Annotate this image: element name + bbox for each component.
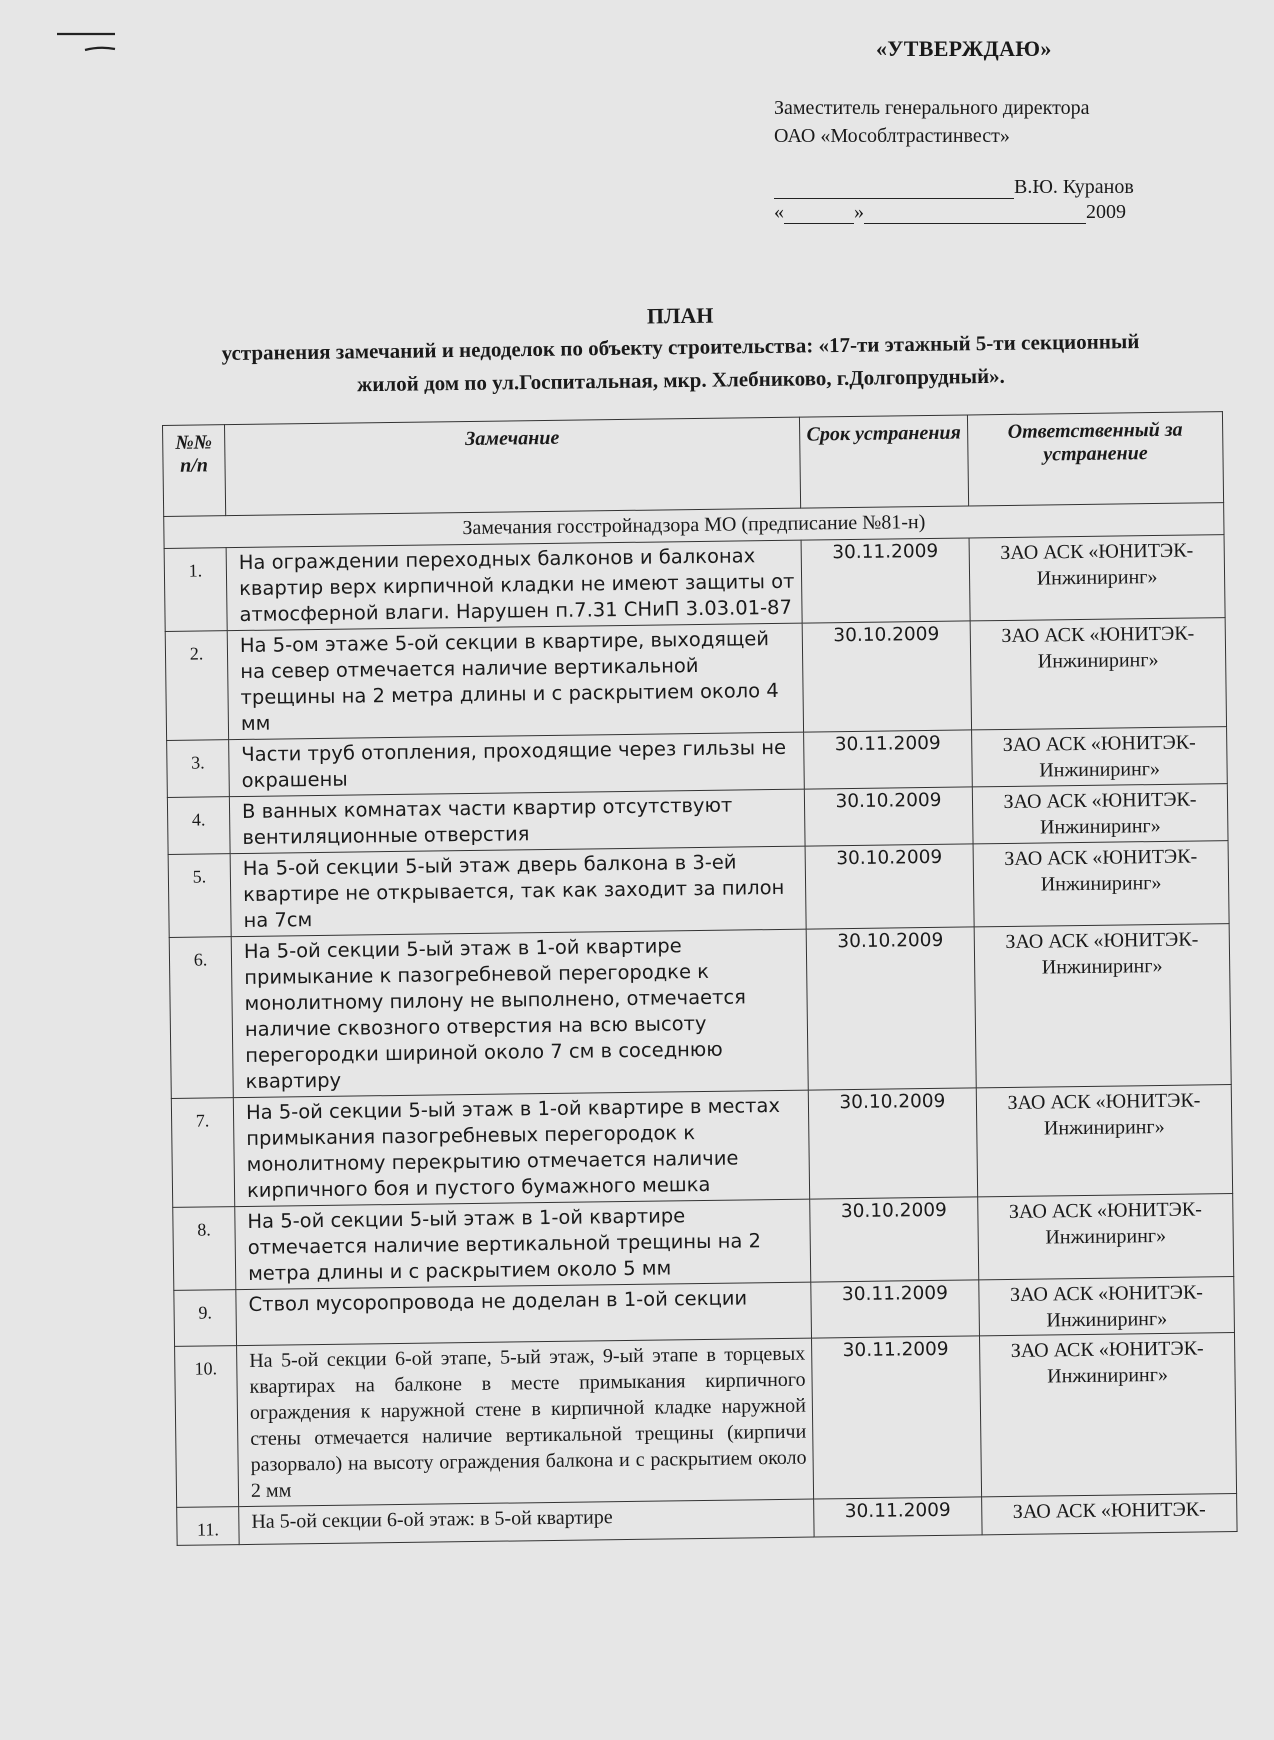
row-responsible: ЗАО АСК «ЮНИТЭК-Инжиниринг» <box>972 784 1228 844</box>
table-row <box>164 535 1225 632</box>
row-deadline: 30.10.2009 <box>805 844 974 929</box>
remarks-table-wrapper <box>162 411 1247 1546</box>
table-row <box>169 924 1231 1099</box>
date-quote-close: » <box>854 201 864 223</box>
row-deadline: 30.11.2009 <box>801 538 970 623</box>
plan-subtitle-line-1: устранения замечаний и недоделок по объекту строительства: «17-ти этажный 5-ти секционный <box>221 329 1140 366</box>
header-deadline: Срок устранения <box>799 415 968 508</box>
approval-organization: ОАО «Мособлтрастинвест» <box>774 125 1010 147</box>
plan-subtitle-line-2: жилой дом по ул.Госпитальная, мкр. Хлебниково, г.Долгопрудный». <box>356 363 1005 397</box>
row-number: 2. <box>165 631 228 741</box>
row-number: 3. <box>167 740 230 798</box>
row-responsible: ЗАО АСК «ЮНИТЭК-Инжиниринг» <box>978 1194 1234 1280</box>
row-responsible: ЗАО АСК «ЮНИТЭК-Инжиниринг» <box>979 1333 1236 1497</box>
row-responsible: ЗАО АСК «ЮНИТЭК-Инжиниринг» <box>969 535 1225 621</box>
row-responsible: ЗАО АСК «ЮНИТЭК-Инжиниринг» <box>973 841 1229 927</box>
header-remark: Замечание <box>225 417 801 516</box>
row-number: 7. <box>171 1098 234 1208</box>
approval-year: 2009 <box>1086 201 1126 223</box>
approval-block <box>774 36 1234 224</box>
remarks-table <box>162 411 1238 1546</box>
row-responsible: ЗАО АСК «ЮНИТЭК-Инжиниринг» <box>976 1085 1232 1197</box>
signature-row <box>774 176 1234 199</box>
signer-name: В.Ю. Куранов <box>1014 176 1134 198</box>
handwritten-mark <box>55 28 120 58</box>
row-number: 9. <box>174 1290 237 1347</box>
header-responsible: Ответственный за устранение <box>967 412 1223 506</box>
row-deadline: 30.11.2009 <box>812 1336 982 1499</box>
header-num: №№ п/п <box>163 425 226 517</box>
row-deadline: 30.11.2009 <box>811 1280 980 1338</box>
row-responsible: ЗАО АСК «ЮНИТЭК-Инжиниринг» <box>974 924 1231 1088</box>
table-row <box>168 841 1229 938</box>
row-remark: На 5-ой секции 5-ый этаж в 1-ой квартире примыкание к пазогребневой перегородке к монолитному пилону не выполнено, отмечается наличие сквозного отверстия на всю высоту перегородки шириной около 7 см в соседнюю квартиру <box>231 929 808 1098</box>
row-number: 1. <box>164 548 227 632</box>
row-remark: В ванных комнатах части квартир отсутствуют вентиляционные отверстия <box>229 789 805 854</box>
row-number: 10. <box>175 1346 239 1508</box>
plan-title-block <box>150 296 1211 402</box>
row-deadline: 30.10.2009 <box>804 787 973 846</box>
section-title: Замечания госстройнадзора МО (предписание №81-н) <box>164 503 1224 549</box>
row-responsible: ЗАО АСК «ЮНИТЭК- <box>982 1494 1237 1535</box>
table-row <box>173 1194 1234 1291</box>
row-responsible: ЗАО АСК «ЮНИТЭК-Инжиниринг» <box>979 1277 1235 1336</box>
row-deadline: 30.10.2009 <box>808 1088 977 1199</box>
approval-position: Заместитель генерального директора <box>774 97 1090 119</box>
row-deadline: 30.11.2009 <box>814 1497 982 1537</box>
row-remark: Части труб отопления, проходящие через гильзы не окрашены <box>229 732 805 797</box>
row-number: 4. <box>167 797 230 855</box>
row-remark: На 5-ой секции 6-ой этапе, 5-ый этаж, 9-ый этапе в торцевых квартирах на балконе в месте примыкания кирпичного ограждения к наружной стене в кирпичной кладке наружной стены отмечается наличие вертикальной трещины (кирпичи разорвало) на высоту ограждения балкона и с раскрытием около 2 мм <box>237 1338 814 1507</box>
row-deadline: 30.10.2009 <box>806 927 976 1090</box>
month-blank <box>864 205 1086 224</box>
row-remark: На 5-ой секции 5-ый этаж в 1-ой квартире в местах примыкания пазогребневых перегородок к монолитному перекрытию отмечается наличие кирпичного боя и пустого бумажного мешка <box>233 1090 809 1207</box>
row-remark: На 5-ой секции 6-ой этаж: в 5-ой квартире <box>239 1499 814 1545</box>
row-responsible: ЗАО АСК «ЮНИТЭК-Инжиниринг» <box>970 618 1226 730</box>
row-responsible: ЗАО АСК «ЮНИТЭК-Инжиниринг» <box>972 727 1228 787</box>
row-remark: На 5-ой секции 5-ый этаж дверь балкона в 3-ей квартире не открывается, так как заходит за пилон на 7см <box>230 846 806 937</box>
signature-line <box>774 180 1014 199</box>
row-number: 11. <box>177 1507 239 1546</box>
table-header-row <box>163 412 1224 517</box>
table-row <box>171 1085 1232 1208</box>
row-deadline: 30.10.2009 <box>802 621 971 732</box>
approval-title: «УТВЕРЖДАЮ» <box>876 36 1052 61</box>
row-deadline: 30.11.2009 <box>804 730 973 789</box>
row-remark: На 5-ой секции 5-ый этаж в 1-ой квартире отмечается наличие вертикальной трещины на 2 метра длины и с раскрытием около 5 мм <box>235 1199 811 1290</box>
plan-heading: ПЛАН <box>646 302 714 329</box>
approval-date-row <box>774 201 1234 224</box>
row-deadline: 30.10.2009 <box>810 1197 979 1282</box>
row-number: 8. <box>173 1207 236 1291</box>
day-blank <box>784 205 854 224</box>
row-remark: На ограждении переходных балконов и балконах квартир верх кирпичной кладки не имеют защиты от атмосферной влаги. Нарушен п.7.31 СНиП 3.03.01-87 <box>226 540 802 631</box>
table-row <box>175 1333 1237 1508</box>
date-quote-open: « <box>774 201 784 223</box>
row-remark: На 5-ом этаже 5-ой секции в квартире, выходящей на север отмечается наличие вертикальной трещины на 2 метра длины и с раскрытием около 4 мм <box>227 623 803 740</box>
row-remark: Ствол мусоропровода не доделан в 1-ой секции <box>236 1282 812 1346</box>
row-number: 5. <box>168 854 231 938</box>
row-number: 6. <box>169 937 233 1099</box>
table-row <box>165 618 1226 741</box>
